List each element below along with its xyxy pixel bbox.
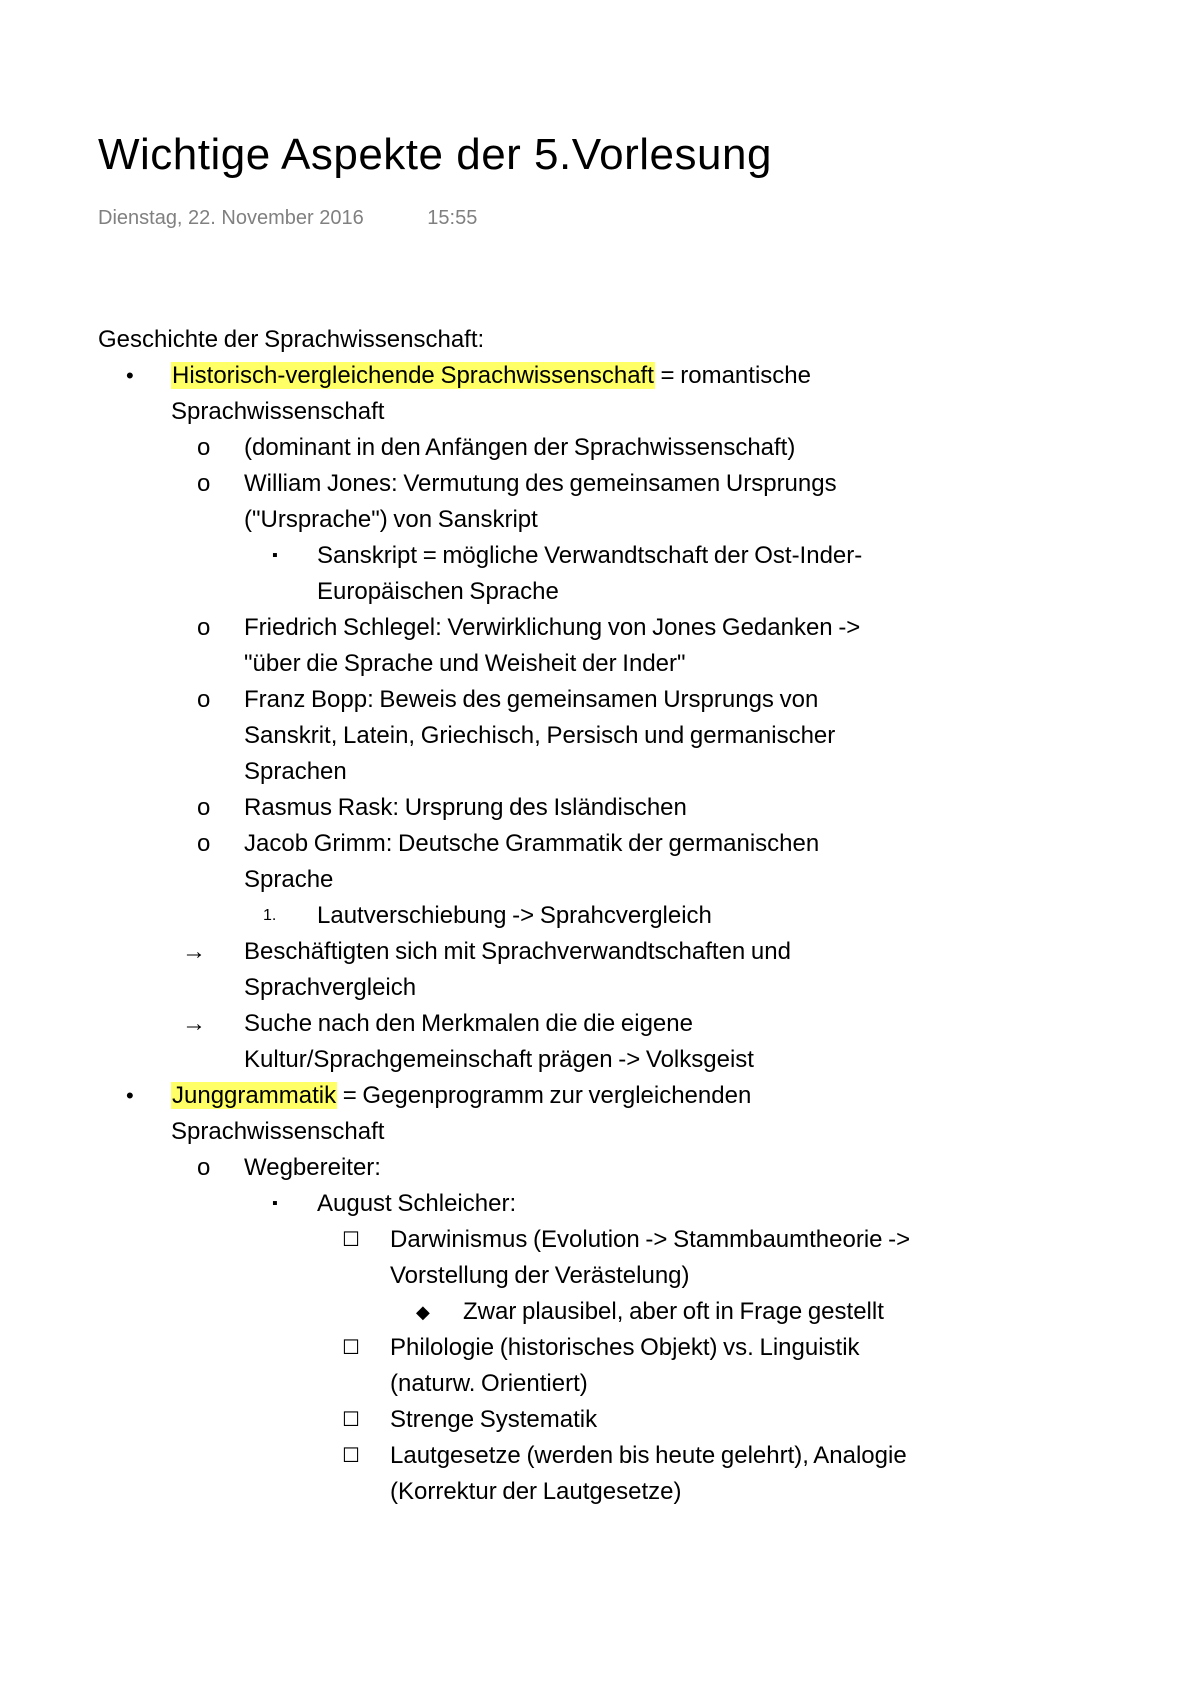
list-item: o Friedrich Schlegel: Verwirklichung von Jones Gedanken -> "über die Sprache und Weisheit der Inder"	[98, 610, 1098, 682]
arrow-right-icon: →	[182, 938, 206, 965]
list-item: ▪ August Schleicher:	[98, 1186, 1098, 1222]
circle-bullet-icon: o	[197, 794, 211, 821]
section-heading: Geschichte der Sprachwissenschaft:	[98, 326, 485, 353]
list-item: → Suche nach den Merkmalen die die eigene Kultur/Sprachgemeinschaft prägen -> Volksgeist	[98, 1006, 1098, 1078]
list-item: o (dominant in den Anfängen der Sprachwissenschaft)	[98, 430, 1098, 466]
circle-bullet-icon: o	[197, 686, 211, 713]
circle-bullet-icon: o	[197, 614, 211, 641]
list-item: ☐ Lautgesetze (werden bis heute gelehrt), Analogie (Korrektur der Lautgesetze)	[98, 1438, 1098, 1510]
checkbox-icon: ☐	[342, 1337, 360, 1359]
checkbox-icon: ☐	[342, 1229, 360, 1251]
list-item-junggrammatik: • Junggrammatik = Gegenprogramm zur vergleichenden Sprachwissenschaft	[98, 1078, 1098, 1150]
list-item: ◆ Zwar plausibel, aber oft in Frage gestellt	[98, 1294, 1098, 1330]
checkbox-icon: ☐	[342, 1445, 360, 1467]
list-item: o William Jones: Vermutung des gemeinsamen Ursprungs ("Ursprache") von Sanskript	[98, 466, 1098, 538]
arrow-right-icon: →	[182, 1010, 206, 1037]
list-item: o Franz Bopp: Beweis des gemeinsamen Ursprungs von Sanskrit, Latein, Griechisch, Persisch und germanischer Sprachen	[98, 682, 1098, 790]
page-time: 15:55	[427, 207, 478, 229]
list-item: ☐ Strenge Systematik	[98, 1402, 1098, 1438]
note-content	[98, 322, 1098, 1510]
circle-bullet-icon: o	[197, 1154, 211, 1181]
numbered-list-item: 1. Lautverschiebung -> Sprahcvergleich	[98, 898, 1098, 934]
square-bullet-icon: ▪	[272, 1195, 278, 1212]
circle-bullet-icon: o	[197, 830, 211, 857]
list-number: 1.	[263, 907, 277, 924]
circle-bullet-icon: o	[197, 434, 211, 461]
list-item-historisch-vergleichend: • Historisch-vergleichende Sprachwissenschaft = romantische Sprachwissenschaft	[98, 358, 1098, 430]
diamond-bullet-icon: ◆	[416, 1302, 430, 1322]
list-item: o Wegbereiter:	[98, 1150, 1098, 1186]
circle-bullet-icon: o	[197, 470, 211, 497]
list-item: ☐ Philologie (historisches Objekt) vs. Linguistik (naturw. Orientiert)	[98, 1330, 1098, 1402]
list-item: o Rasmus Rask: Ursprung des Isländischen	[98, 790, 1098, 826]
highlighted-term: Historisch-vergleichende Sprachwissenschaft	[172, 362, 654, 389]
bullet-icon: •	[126, 363, 134, 388]
list-item: ☐ Darwinismus (Evolution -> Stammbaumtheorie -> Vorstellung der Verästelung)	[98, 1222, 1098, 1294]
highlighted-term: Junggrammatik	[172, 1082, 337, 1109]
square-bullet-icon: ▪	[272, 547, 278, 564]
list-item: o Jacob Grimm: Deutsche Grammatik der germanischen Sprache	[98, 826, 1098, 898]
list-item: → Beschäftigten sich mit Sprachverwandtschaften und Sprachvergleich	[98, 934, 1098, 1006]
page-date: Dienstag, 22. November 2016	[98, 207, 364, 229]
list-item: ▪ Sanskript = mögliche Verwandtschaft der Ost-Inder- Europäischen Sprache	[98, 538, 1098, 610]
page-timestamp	[98, 207, 477, 230]
page-title: Wichtige Aspekte der 5.Vorlesung	[98, 130, 772, 179]
checkbox-icon: ☐	[342, 1409, 360, 1431]
bullet-icon: •	[126, 1083, 134, 1108]
